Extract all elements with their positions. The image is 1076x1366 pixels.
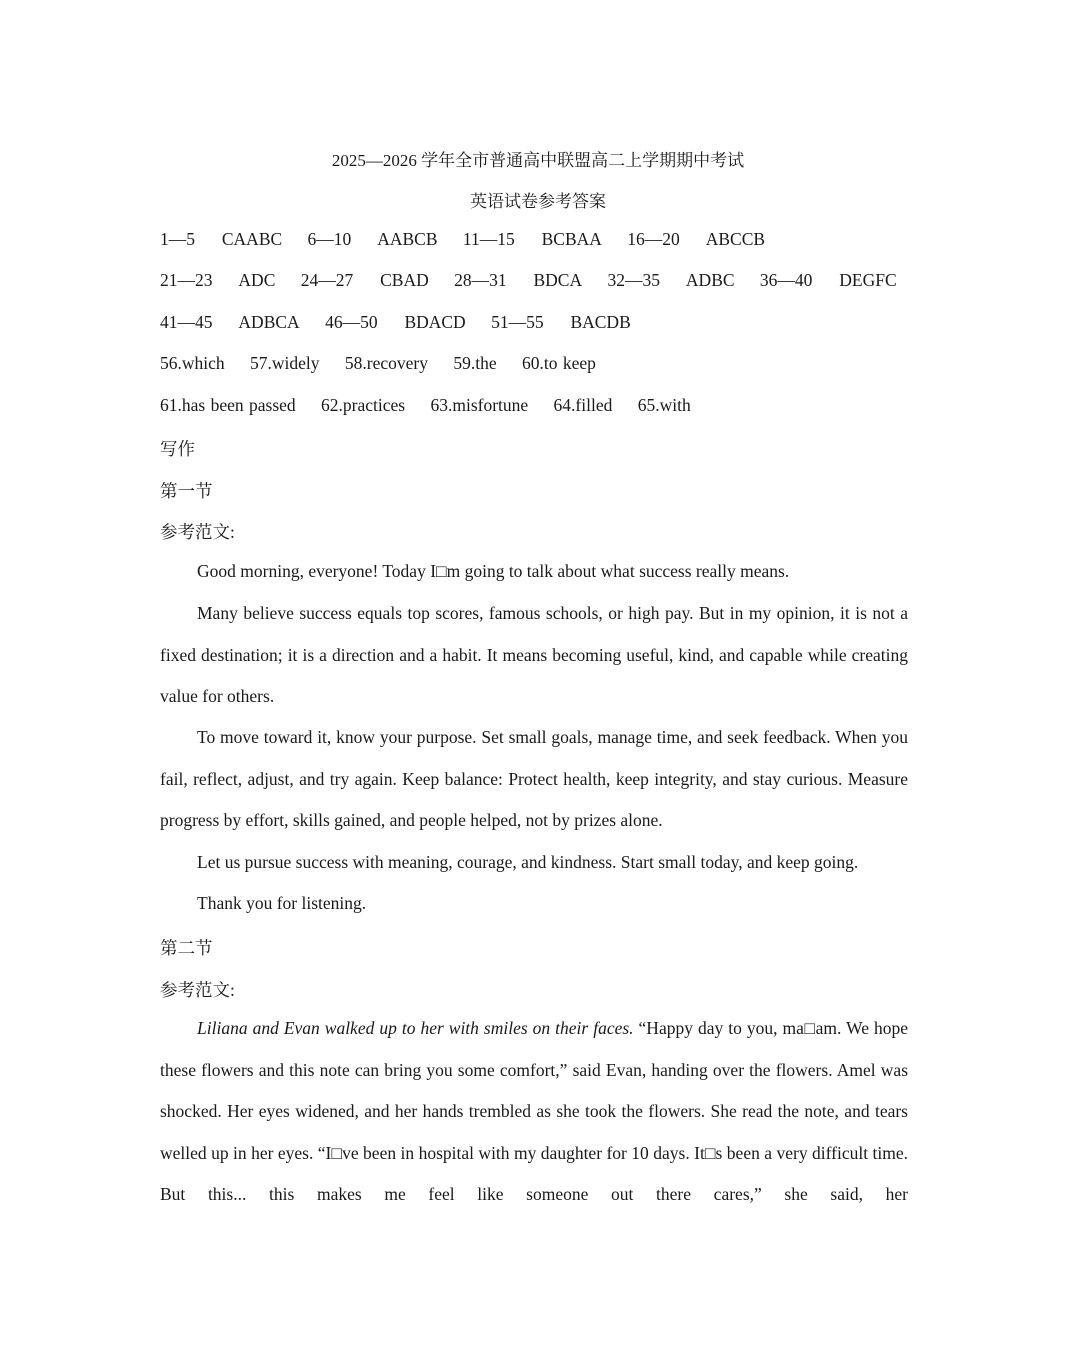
writing-heading: 写作 — [160, 439, 195, 459]
essay-1-paragraph-4: Let us pursue success with meaning, courage, and kindness. Start small today, and keep going. — [197, 852, 859, 872]
answer-letters: CAABC — [221, 229, 283, 249]
answer-row-1 — [160, 229, 765, 250]
answer-letters: BDACD — [404, 312, 466, 332]
answer-range: 28—31 — [454, 270, 507, 290]
answer-range: 16—20 — [627, 229, 680, 249]
essay-1-paragraph-3: To move toward it, know your purpose. Set small goals, manage time, and seek feedback. When you fail, reflect, adjust, and try again. Keep balance: Protect health, keep integrity, and stay curious. Measure progress by effort, skills gained, and people helped, not by prizes alone. — [160, 727, 908, 831]
answer-letters: ADC — [238, 270, 276, 290]
answer-range: 32—35 — [607, 270, 660, 290]
answer-letters: ABCCB — [705, 229, 766, 249]
answer-letters: BCBAA — [541, 229, 602, 249]
fill-answer: 56.which — [160, 353, 225, 373]
fill-answer: 59.the — [453, 353, 497, 373]
answer-row-4 — [160, 353, 596, 374]
answer-letters: BACDB — [570, 312, 631, 332]
answer-row-2 — [160, 270, 897, 291]
answer-letters: CBAD — [380, 270, 429, 290]
italic-lead-sentence: Liliana and Evan walked up to her with smiles on their faces. — [197, 1018, 634, 1038]
answer-range: 21—23 — [160, 270, 213, 290]
fill-answer: 58.recovery — [344, 353, 429, 373]
essay-1-paragraph-5: Thank you for listening. — [197, 893, 367, 913]
answer-letters: ADBC — [685, 270, 735, 290]
answer-letters: AABCB — [377, 229, 438, 249]
answer-row-5 — [160, 395, 691, 416]
fill-answer: 57.widely — [250, 353, 320, 373]
answer-range: 6—10 — [307, 229, 352, 249]
answer-letters: DEGFC — [839, 270, 897, 290]
answer-range: 46—50 — [325, 312, 378, 332]
fill-answer: 63.misfortune — [430, 395, 529, 415]
fill-answer: 64.filled — [553, 395, 613, 415]
fill-answer: 62.practices — [321, 395, 406, 415]
section-1-heading: 第一节 — [160, 481, 213, 501]
section-1-label: 参考范文: — [160, 522, 235, 542]
answer-range: 24—27 — [300, 270, 354, 290]
essay-1-paragraph-1: Good morning, everyone! Today I□m going to talk about what success really means. — [197, 561, 790, 581]
document-title: 2025—2026 学年全市普通高中联盟高二上学期期中考试 — [331, 151, 745, 170]
answer-letters: BDCA — [533, 270, 583, 290]
fill-answer: 65.with — [637, 395, 691, 415]
essay-2-paragraph-1 — [160, 1008, 908, 1216]
essay-2-body: “Happy day to you, ma□am. We hope these flowers and this note can bring you some comfort,” said Evan, handing over the flowers. Amel was shocked. Her eyes widened, and her hands trembled as she took the flowers. She read the note, and tears welled up in her eyes. “I□ve been in hospital with my daughter for 10 days. It□s been a very difficult time. But this... this makes me feel like someone out there cares,” she said, her — [160, 1018, 908, 1205]
answer-row-3 — [160, 312, 631, 333]
answer-range: 36—40 — [759, 270, 813, 290]
section-2-label: 参考范文: — [160, 980, 235, 1000]
answer-range: 41—45 — [160, 312, 213, 332]
fill-answer: 60.to keep — [522, 353, 596, 373]
section-2-heading: 第二节 — [160, 938, 213, 958]
answer-range: 1—5 — [160, 229, 195, 249]
document-subtitle: 英语试卷参考答案 — [470, 192, 606, 211]
answer-letters: ADBCA — [238, 312, 300, 332]
fill-answer: 61.has been passed — [160, 395, 296, 415]
answer-range: 11—15 — [462, 229, 515, 249]
essay-1-paragraph-2: Many believe success equals top scores, famous schools, or high pay. But in my opinion, it is not a fixed destination; it is a direction and a habit. It means becoming useful, kind, and capable while creating value for others. — [160, 603, 908, 707]
answer-range: 51—55 — [491, 312, 544, 332]
